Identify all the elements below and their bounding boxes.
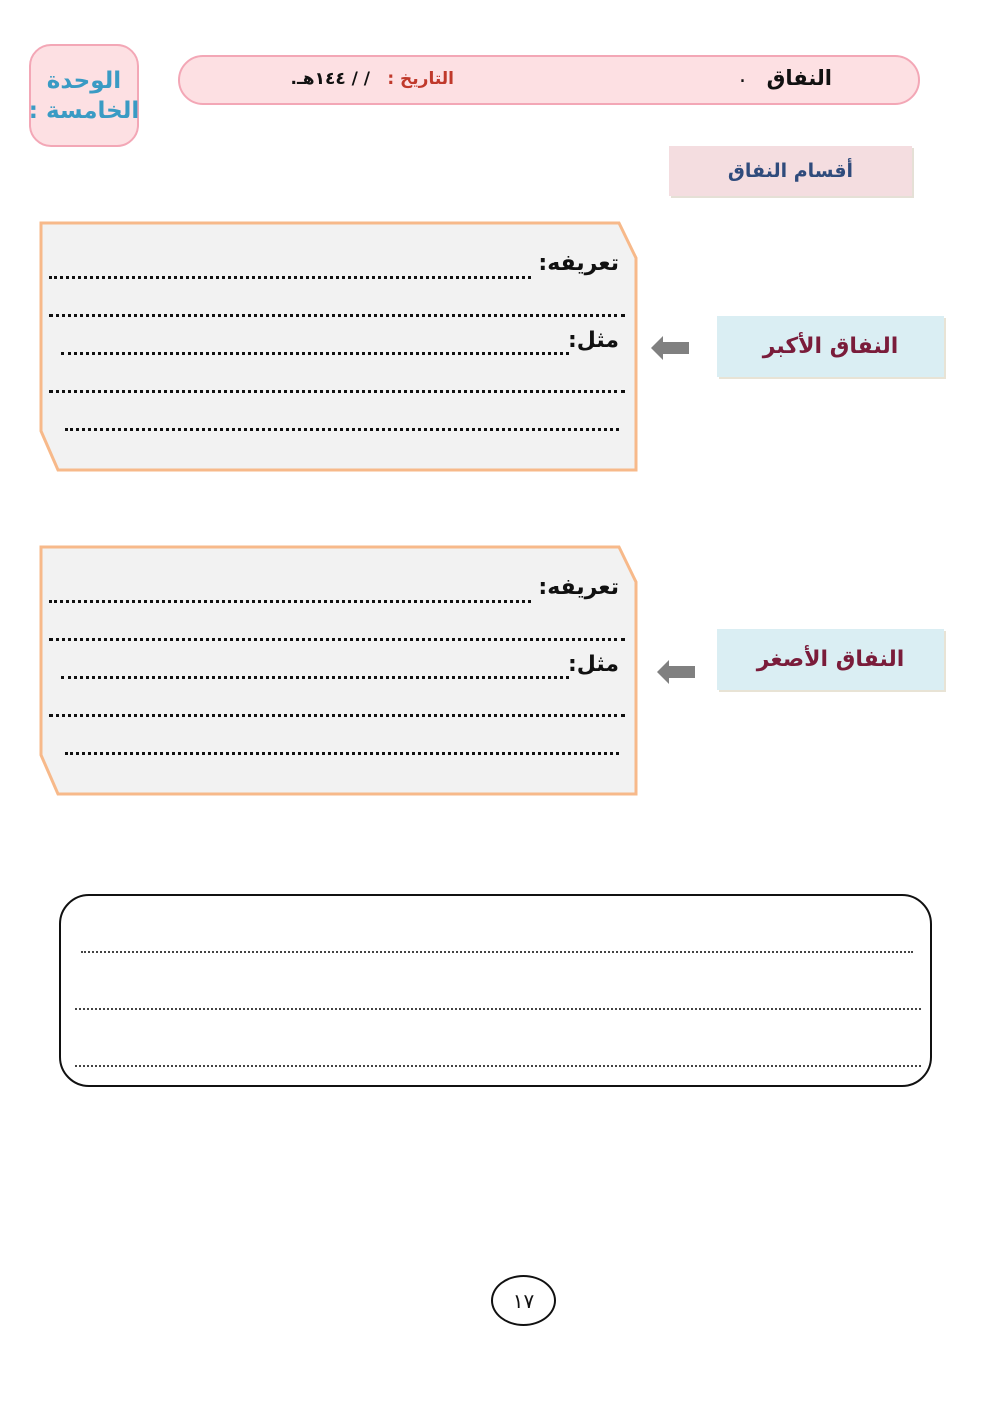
- dotted-line[interactable]: [65, 749, 619, 755]
- dotted-line[interactable]: [49, 273, 531, 279]
- dotted-line[interactable]: [49, 635, 625, 641]
- category-name-major: النفاق الأكبر: [762, 334, 899, 359]
- date-label: التاريخ :: [387, 69, 454, 89]
- definition-label-major: تعريفه:: [538, 251, 619, 276]
- dotted-line[interactable]: [49, 311, 625, 317]
- dotted-line[interactable]: [61, 349, 569, 355]
- note-dotted-line[interactable]: [81, 950, 913, 953]
- dotted-line[interactable]: [49, 711, 625, 717]
- write-panel-major[interactable]: [39, 221, 639, 473]
- dotted-line[interactable]: [49, 597, 531, 603]
- date-value: / / ١٤٤هـ.: [290, 69, 370, 89]
- header-bar: [178, 55, 920, 105]
- section-title-tab: [669, 146, 912, 196]
- unit-badge-line1: الوحدة: [46, 67, 122, 94]
- category-box-minor: [717, 629, 944, 690]
- definition-label-minor: تعريفه:: [538, 575, 619, 600]
- title-separator: .: [739, 63, 746, 88]
- left-arrow-icon: [657, 657, 697, 687]
- unit-badge-line2: الخامسة :: [28, 97, 140, 124]
- section-title: أقسام النفاق: [727, 160, 854, 182]
- unit-badge: [29, 44, 139, 147]
- note-dotted-line[interactable]: [75, 1007, 921, 1010]
- write-panel-minor[interactable]: [39, 545, 639, 797]
- example-label-minor: مثل:: [567, 652, 619, 677]
- category-name-minor: النفاق الأصغر: [756, 647, 905, 672]
- dotted-line[interactable]: [61, 673, 569, 679]
- dotted-line[interactable]: [65, 425, 619, 431]
- dotted-line[interactable]: [49, 387, 625, 393]
- notes-box[interactable]: [59, 894, 932, 1087]
- example-label-major: مثل:: [567, 328, 619, 353]
- category-box-major: [717, 316, 944, 377]
- lesson-title: النفاق: [766, 66, 832, 90]
- left-arrow-icon: [651, 333, 691, 363]
- page-number: ١٧: [491, 1275, 556, 1326]
- note-dotted-line[interactable]: [75, 1064, 921, 1067]
